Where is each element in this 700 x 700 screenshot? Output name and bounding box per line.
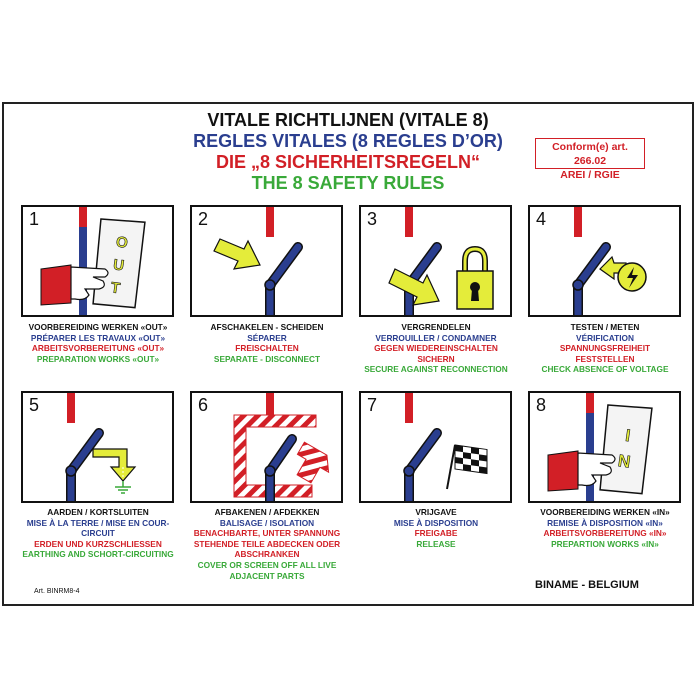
rule-panel-1: [21, 205, 174, 317]
title-dutch: VITALE RICHTLIJNEN (VITALE 8): [207, 110, 489, 130]
rule-caption-7: [348, 507, 524, 549]
caption-line: PREPARATION WORKS «OUT»: [36, 353, 160, 364]
rule-caption-5: [10, 507, 186, 560]
caption-line: SÉPARER: [247, 332, 287, 343]
earthing-icon: [23, 393, 172, 501]
caption-line: AFSCHAKELEN - SCHEIDEN: [210, 322, 324, 332]
caption-line: ARBEITSVORBEREITUNG «OUT»: [31, 343, 165, 354]
caption-line: CIRCUIT: [81, 528, 115, 539]
caption-line: PRÉPARER LES TRAVAUX «OUT»: [30, 332, 166, 343]
rule-number: 4: [536, 209, 547, 229]
caption-line: SEPARATE - DISCONNECT: [213, 353, 321, 364]
conformity-box: [535, 138, 645, 181]
rule-number: 6: [198, 395, 209, 415]
disconnect-switch-icon: [192, 207, 341, 315]
caption-line: VÉRIFICATION: [576, 332, 634, 343]
out-sign-hand-icon: [23, 207, 172, 315]
rule-caption-3: [348, 322, 524, 375]
rule-panel-7: [359, 391, 512, 503]
caption-line: VRIJGAVE: [415, 507, 457, 517]
caption-line: TESTEN / METEN: [570, 322, 640, 332]
rule-caption-2: [179, 322, 355, 364]
caption-line: SPANNUNGSFREIHEIT: [559, 343, 651, 354]
conformity-article: Conform(e) art. 266.02: [552, 141, 628, 167]
caption-line: REMISE À DISPOSITION «IN»: [547, 517, 663, 528]
svg-text:N: N: [616, 451, 632, 472]
caption-line: RELEASE: [416, 538, 456, 549]
caption-line: GEGEN WIEDEREINSCHALTEN: [374, 343, 498, 354]
voltage-test-icon: [530, 207, 679, 315]
caption-line: ADJACENT PARTS: [229, 570, 305, 581]
caption-line: EARTHING AND SCHORT-CIRCUITING: [22, 549, 174, 560]
caption-line: STEHENDE TEILE ABDECKEN ODER: [193, 538, 341, 549]
caption-line: VOORBEREIDING WERKEN «IN»: [540, 507, 670, 517]
caption-line: MISE À DISPOSITION: [393, 517, 479, 528]
svg-text:O: O: [114, 233, 129, 252]
caption-line: BALISAGE / ISOLATION: [219, 517, 315, 528]
rule-panel-2: [190, 205, 343, 317]
rule-number: 7: [367, 395, 378, 415]
safety-rules-sign: [2, 102, 694, 606]
caption-line: AFBAKENEN / AFDEKKEN: [214, 507, 320, 517]
caption-line: SECURE AGAINST RECONNECTION: [364, 364, 508, 375]
rule-caption-8: [517, 507, 693, 549]
article-number: Art. BINRM8-4: [34, 588, 80, 595]
rule-panel-8: [528, 391, 681, 503]
title-english: THE 8 SAFETY RULES: [251, 173, 445, 193]
caption-line: SICHERN: [417, 353, 455, 364]
brand-name: BINAME - BELGIUM: [535, 579, 639, 591]
caption-line: AARDEN / KORTSLUITEN: [47, 507, 149, 517]
padlock-icon: [361, 207, 510, 315]
rule-panel-6: [190, 391, 343, 503]
checkered-flag-icon: [361, 393, 510, 501]
caption-line: CHECK ABSENCE OF VOLTAGE: [541, 364, 669, 375]
rule-panel-4: [528, 205, 681, 317]
rule-number: 1: [29, 209, 40, 229]
rule-caption-6: [179, 507, 355, 581]
caption-line: BENACHBARTE, UNTER SPANNUNG: [193, 528, 341, 539]
caption-line: ERDEN UND KURZSCHLIESSEN: [34, 538, 162, 549]
title-german: DIE „8 SICHERHEITSREGELN“: [215, 152, 481, 172]
svg-text:U: U: [112, 256, 126, 275]
conformity-regulation: AREI / RGIE: [560, 169, 620, 181]
in-sign-hand-icon: [530, 393, 679, 501]
rule-panel-5: [21, 391, 174, 503]
caption-line: COVER OR SCREEN OFF ALL LIVE: [197, 559, 337, 570]
svg-text:I: I: [624, 425, 632, 446]
title-french: REGLES VITALES (8 REGLES D’OR): [193, 131, 503, 151]
caption-line: FREISCHALTEN: [235, 343, 299, 354]
rule-caption-4: [517, 322, 693, 375]
caption-line: ARBEITSVORBEREITUNG «IN»: [543, 528, 667, 539]
caption-line: FREIGABE: [414, 528, 458, 539]
caption-line: MISE À LA TERRE / MISE EN COUR-: [26, 517, 170, 528]
caption-line: ABSCHRANKEN: [234, 549, 300, 560]
caption-line: VERROUILLER / CONDAMNER: [375, 332, 497, 343]
rule-caption-1: [10, 322, 186, 364]
svg-text:T: T: [109, 279, 122, 298]
rule-number: 8: [536, 395, 547, 415]
caption-line: VERGRENDELEN: [401, 322, 471, 332]
caption-line: FESTSTELLEN: [575, 353, 635, 364]
rule-number: 5: [29, 395, 40, 415]
rule-number: 2: [198, 209, 209, 229]
rule-number: 3: [367, 209, 378, 229]
rule-panel-3: [359, 205, 512, 317]
barrier-icon: [192, 393, 341, 501]
caption-line: VOORBEREIDING WERKEN «OUT»: [28, 322, 168, 332]
caption-line: PREPARTION WORKS «IN»: [551, 538, 659, 549]
